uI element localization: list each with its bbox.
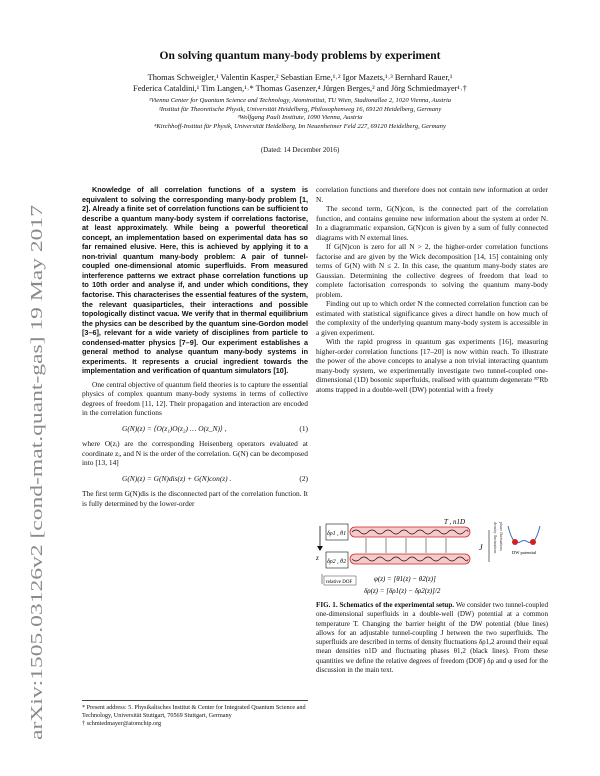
affiliation-3: ³Wolfgang Pauli Institute, 1090 Vienna, Austria (237, 114, 363, 122)
equation-1-number: (1) (299, 423, 308, 433)
temperature-density-label: T , n1D (444, 518, 466, 526)
footnotes (82, 700, 308, 728)
dw-potential-label: DW potential (512, 550, 537, 555)
right-paragraph-2: The second term, G(N)con, is the connected part of the correlation function, and contains genuine new information about the system at order N. In a diagrammatic expansion, G(N)con is given by a sum of fully connected diagrams with N external lines. (316, 204, 548, 242)
tunnel-coupling-label: J (479, 543, 483, 552)
right-paragraph-5: With the rapid progress in quantum gas experiments [16], measuring higher-order correlation functions [17–20] is now within reach. To illustrate the power of the above concepts to analyse a non trivial interacting quantum many-body system, we experimentally investigate two tunnel-coupled one-dimensional (1D) bosonic superfluids, realised with quantum degenerate ⁸⁷Rb atoms trapped in a double-well (DW) potential with a freely (316, 337, 548, 394)
arxiv-identifier: arXiv:1505.03126v2 [cond-mat.quant-gas] 19 May 2017 (27, 353, 46, 740)
authors-line-1: Thomas Schweigler,¹ Valentin Kasper,² Sebastian Erne,¹˒² Igor Mazets,¹˒³ Bernhard Rauer,¹ (147, 73, 453, 82)
z-axis-arrow (317, 546, 323, 551)
equation-1 (82, 424, 308, 434)
abstract: Knowledge of all correlation functions of a system is equivalent to solving the corresponding many-body problem [1, 2]. Already a finite set of correlation functions can be sufficient to describe a quantum many-body system if correlations factorise, at least approximately. While being a powerful theoretical concept, an implementation based on experimental data has so far remained elusive. Here, this is achieved by applying it to a non-trivial quantum many-body problem: A pair of tunnel-coupled one-dimensional atomic superfluids. From measured interference patterns we extract phase correlation functions up to 10th order and analyse if, and under which conditions, they factorise. This characterises the essential features of the system, the relevant quasiparticles, their interactions and possible topologically distinct vacua. We verify that in thermal equilibrium the physics can be described by the quantum sine-Gordon model [3–6], relevant for a wide variety of disciplines from particle to condensed-matter physics [7–9]. Our experiment establishes a general method to analyse quantum many-body systems in experiments. It represents a crucial ingredient towards the implementation and verification of quantum simulators [10]. (82, 185, 308, 376)
caption-body: We consider two tunnel-coupled one-dimensional superfluids in a double-well (DW) potential at a common temperature T. Changing the barrier height of the DW potential (blue lines) allows for an adjustable tunnel-coupling J between the two superfluids. The superfluids are described in terms of density fluctuations δρ1,2 around their equal mean densities n1D and fluctuating phases θ1,2 (black lines). From these quantities we define the relative degrees of freedom (DOF) δρ and φ used for the discussion in the main text. (316, 601, 548, 675)
top-superfluid-label: δρ1 , θ1 (327, 531, 347, 537)
disconnected-paragraph: The first term G(N)dis is the disconnected part of the correlation function. It is fully determined by the lower-order (82, 489, 308, 508)
equation-2-number: (2) (299, 473, 308, 483)
figure-1-caption (316, 601, 548, 675)
intro-paragraph: One central objective of quantum field theories is to capture the essential physics of complex quantum many-body systems in terms of collective degrees of freedom [11, 12]. Their propagation and interaction are encoded in the correlation functions (82, 379, 308, 418)
date-line: (Dated: 14 December 2016) (260, 146, 340, 154)
right-paragraph-3: If G(N)con is zero for all N > 2, the higher-order correlation functions factorise and are given by the Wick decomposition [14, 15] containing only terms of G(N) with N ≤ 2. In this case, the quantum many-body states are Gaussian. Determining the collective degrees of freedom that lead to complete factorisation corresponds to solving the quantum many-body problem. (316, 242, 548, 299)
tunnel-coupling-arrows (366, 538, 446, 553)
z-axis-label: z (316, 554, 319, 562)
right-paragraph-4: Finding out up to which order N the connected correlation function can be estimated with statistical significance gives a direct handle on how much of the complexity of the underlying quantum many-body system is accessible in a given experiment. (316, 299, 548, 337)
left-well-atoms (512, 539, 518, 545)
affiliation-1: ¹Vienna Center for Quantum Science and Technology, Atominstitut, TU Wien, Stadionallee 2, 1020 Vienna, Austria (148, 97, 452, 104)
footnote-email[interactable]: † schmiedmayer@atomchip.org (82, 720, 162, 727)
density-fluctuations-label: density fluctuations (493, 522, 498, 554)
right-paragraph-1: correlation functions and therefore does not contain new information at order N. (316, 185, 548, 204)
right-well-atoms (530, 539, 536, 545)
arxiv-side-label (12, 200, 52, 740)
phi-definition: φ(z) = [θ1(z) − θ2(z)] (374, 575, 436, 583)
affiliation-4: ⁴Kirchhoff-Institut für Physik, Universität Heidelberg, Im Neuenheimer Feld 227, 69120 Heidelberg, Germany (154, 122, 446, 130)
phase-fluctuations-label: phase fluctuations (499, 522, 504, 551)
right-column (316, 185, 548, 394)
footnote-present-address: * Present address: 5. Physikalisches Institut & Center for Integrated Quantum Science and Technology, Universität Stuttgart, 70569 Stuttgart, Germany (82, 704, 306, 719)
affiliation-2: ²Institut für Theoretische Physik, Universität Heidelberg, Philosophenweg 16, 69120 Heidelberg, Germany (158, 105, 442, 113)
authors-line-2: Federica Cataldini,¹ Tim Langen,¹˒* Thomas Gasenzer,⁴ Jürgen Berges,² and Jörg Schmiedmayer¹˒† (133, 84, 467, 93)
heisenberg-paragraph: where O(zᵢ) are the corresponding Heisenberg operators evaluated at coordinate zᵢ, and N is the order of the correlation. G(N) can be decomposed into [13, 14] (82, 439, 308, 468)
bottom-superfluid-label: δρ2 , θ2 (327, 559, 347, 565)
delta-rho-definition: δρ(z) = [δρ1(z) − δρ2(z)]/2 (364, 587, 441, 595)
left-column (82, 185, 308, 508)
author-list (60, 72, 540, 94)
figure-1 (316, 518, 548, 600)
equation-2 (82, 474, 308, 484)
equation-2-body: G(N)(z) = G(N)dis(z) + G(N)con(z) . (122, 473, 232, 483)
equation-1-body: G(N)(z) = ⟨O(z₁)O(z₂) … O(z_N)⟩ , (122, 423, 227, 433)
paper-title: On solving quantum many-body problems by experiment (159, 50, 441, 62)
relative-dof-label: relative DOF (326, 580, 353, 585)
affiliations (60, 97, 540, 131)
caption-heading: FIG. 1. Schematics of the experimental setup. (316, 601, 455, 609)
